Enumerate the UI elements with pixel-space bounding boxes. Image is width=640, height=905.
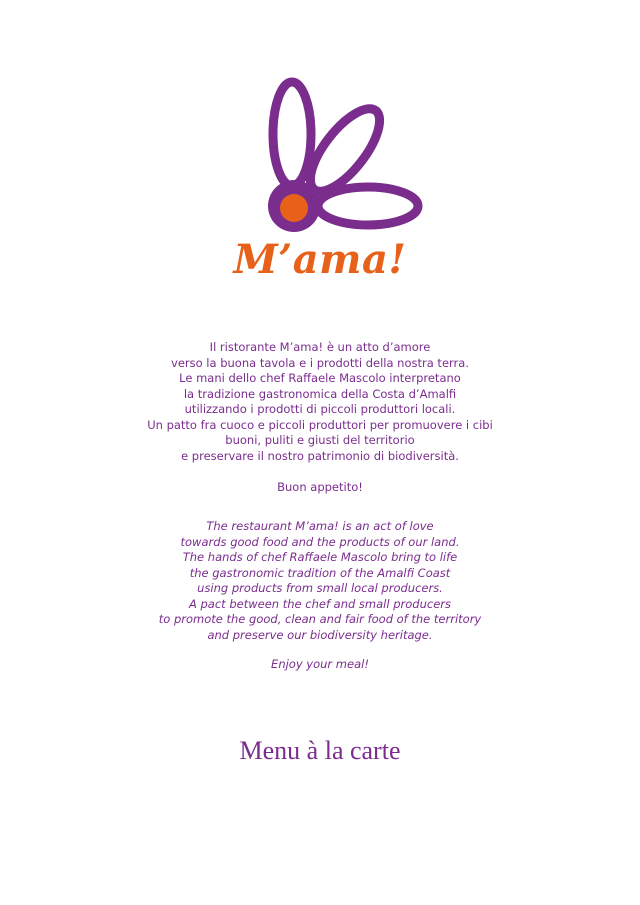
intro-en-line: towards good food and the products of our land. <box>180 534 460 549</box>
intro-it-line: Le mani dello chef Raffaele Mascolo interpretano <box>179 371 461 385</box>
intro-it-line: verso la buona tavola e i prodotti della nostra terra. <box>171 355 469 370</box>
horizontal-petal-shape <box>318 187 418 225</box>
menu-title: Menu à la carte <box>239 736 401 765</box>
intro-it-line: Un patto fra cuoco e piccoli produttori per promuovere i cibi <box>147 417 493 432</box>
intro-en-line: The hands of chef Raffaele Mascolo bring to life <box>182 550 458 564</box>
intro-en-line: A pact between the chef and small producers <box>188 596 451 611</box>
greeting-english: Enjoy your meal! <box>271 657 369 671</box>
flower-center-dot <box>280 194 308 222</box>
vertical-petal-shape <box>273 82 311 186</box>
intro-italian <box>0 340 640 464</box>
intro-en-line: and preserve our biodiversity heritage. <box>207 627 433 642</box>
intro-it-line: Il ristorante M’ama! è un atto d’amore <box>209 340 431 354</box>
intro-it-line: utilizzando i prodotti di piccoli produttori locali. <box>184 402 456 416</box>
brand-name: M’ama! <box>233 236 407 283</box>
intro-en-line: using products from small local producers. <box>197 581 443 595</box>
intro-it-line: buoni, puliti e giusti del territorio <box>225 433 415 447</box>
intro-en-line: to promote the good, clean and fair food of the territory <box>158 612 482 626</box>
intro-it-line: la tradizione gastronomica della Costa d’Amalfi <box>183 386 457 401</box>
intro-it-line: e preservare il nostro patrimonio di biodiversità. <box>181 448 459 463</box>
intro-en-line: The restaurant M’ama! is an act of love <box>206 519 434 533</box>
greeting-italian: Buon appetito! <box>277 480 363 494</box>
intro-en-line: the gastronomic tradition of the Amalfi Coast <box>189 565 451 580</box>
intro-english <box>0 519 640 643</box>
